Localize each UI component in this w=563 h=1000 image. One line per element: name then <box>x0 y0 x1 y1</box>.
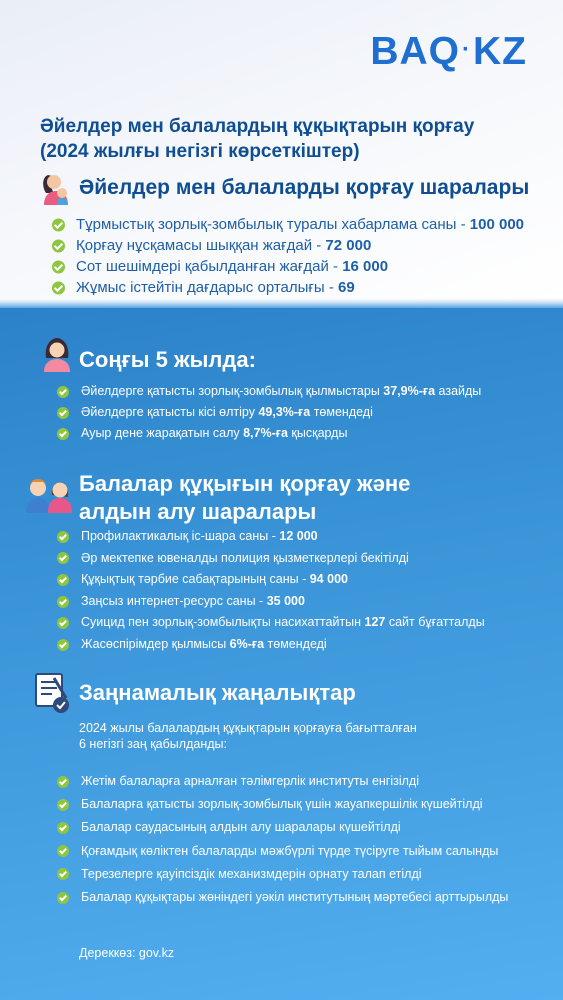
list-item-text: Балалар саудасының алдын алу шаралары күшейтілді <box>81 820 401 835</box>
list-item-value: 49,3%-ға <box>258 405 311 419</box>
list-item <box>57 548 485 570</box>
list-item <box>57 402 481 423</box>
section4-list <box>57 770 508 909</box>
list-item-text: Балаларға қатысты зорлық-зомбылық үшін жауапкершілік күшейтілді <box>81 797 483 812</box>
list-item-text: Ауыр дене жарақатын салу <box>81 426 244 440</box>
check-icon <box>57 799 69 811</box>
check-icon <box>57 596 69 608</box>
list-item-value: 16 000 <box>342 258 389 275</box>
page-title-line1: Әйелдер мен балалардың құқықтарын қорғау <box>40 116 475 137</box>
list-item-tail: азайды <box>435 384 482 398</box>
check-icon <box>57 639 69 651</box>
section4-title: Заңнамалық жаңалықтар <box>79 680 356 705</box>
list-item-text: Тұрмыстық зорлық-зомбылық туралы хабарлама саны - <box>76 216 470 233</box>
list-item-tail: төмендеді <box>310 405 373 419</box>
list-item <box>57 381 481 402</box>
check-icon <box>57 552 69 564</box>
list-item <box>57 886 508 909</box>
list-item <box>52 214 524 235</box>
list-item <box>57 770 508 793</box>
list-item <box>52 256 524 277</box>
list-item-text: Қоғамдық көліктен балаларды мәжбүрлі түрде түсіруге тыйым салынды <box>81 843 499 858</box>
check-icon <box>57 868 69 880</box>
list-item <box>57 793 508 816</box>
divider <box>0 298 563 308</box>
section3-list <box>57 526 485 656</box>
list-item-text: Балалар құқықтары жөніндегі уәкіл институтының мәртебесі арттырылды <box>81 889 509 904</box>
check-icon <box>57 407 69 419</box>
section4-intro <box>79 720 499 752</box>
check-icon <box>57 776 69 788</box>
check-icon <box>52 239 65 252</box>
check-icon <box>57 845 69 857</box>
section2-list <box>57 381 481 444</box>
list-item-text: Әр мектепке ювеналды полиция қызметкерлері бекітілді <box>81 550 409 565</box>
list-item <box>52 277 524 298</box>
list-item <box>57 816 508 839</box>
section4-intro-line2: 6 негізгі заң қабылданды: <box>79 737 227 751</box>
list-item <box>57 612 485 634</box>
list-item <box>57 591 485 613</box>
check-icon <box>57 617 69 629</box>
list-item-value: 127 <box>364 615 386 630</box>
check-icon <box>57 892 69 904</box>
list-item-text: Суицид пен зорлық-зомбылықты насихаттайтын <box>81 615 365 630</box>
list-item-text: Жұмыс істейтін дағдарыс орталығы - <box>76 279 338 296</box>
list-item-value: 35 000 <box>266 593 305 608</box>
list-item-value: 12 000 <box>279 529 318 543</box>
list-item-value: 94 000 <box>309 572 348 587</box>
section1-list <box>52 214 524 298</box>
check-icon <box>57 822 69 834</box>
section1-title: Әйелдер мен балаларды қорғау шаралары <box>79 176 530 199</box>
list-item-tail: сайт бұғатталды <box>385 615 485 630</box>
list-item <box>52 235 524 256</box>
source-note: Дереккөз: gov.kz <box>79 946 175 960</box>
check-icon <box>57 428 69 440</box>
logo: BAQ·KZ <box>370 30 527 73</box>
list-item-value: 6%-ға <box>229 636 265 651</box>
page-title <box>40 114 540 164</box>
list-item <box>57 423 481 444</box>
list-item-text: Профилактикалық іс-шара саны - <box>81 529 280 543</box>
list-item <box>57 840 508 863</box>
list-item-text: Жетім балаларға арналған тәлімгерлік институты енгізілді <box>81 774 420 788</box>
list-item-text: Әйелдерге қатысты зорлық-зомбылық қылмыстары <box>81 384 384 398</box>
list-item-text: Заңсыз интернет-ресурс саны - <box>81 593 267 608</box>
list-item-text: Жасөспірімдер қылмысы <box>81 636 230 651</box>
list-item-tail: төмендеді <box>264 636 327 651</box>
list-item-text: Қорғау нұсқамасы шыққан жағдай - <box>76 237 326 254</box>
section2-title: Соңғы 5 жылда: <box>79 347 256 372</box>
page-title-line2: (2024 жылғы негізгі көрсеткіштер) <box>40 141 360 162</box>
list-item-text: Терезелерге қауіпсіздік механизмдерін орнату талап етілді <box>81 866 422 881</box>
list-item <box>57 526 485 548</box>
list-item-value: 8,7%-ға <box>243 426 288 440</box>
list-item <box>57 569 485 591</box>
children-icon <box>23 473 73 513</box>
list-item-value: 37,9%-ға <box>383 384 436 398</box>
list-item-value: 100 000 <box>469 216 525 233</box>
section3-title <box>79 470 410 526</box>
check-icon <box>57 386 69 398</box>
list-item <box>57 863 508 886</box>
section3-title-line1: Балалар құқығын қорғау және <box>79 471 411 496</box>
list-item-tail: қысқарды <box>287 426 348 440</box>
list-item <box>57 634 485 656</box>
section3-title-line2: алдын алу шаралары <box>79 499 317 524</box>
check-icon <box>57 574 69 586</box>
list-item-text: Әйелдерге қатысты кісі өлтіру <box>81 405 259 419</box>
check-icon <box>57 531 69 543</box>
woman-icon <box>42 336 72 372</box>
check-icon <box>52 281 65 294</box>
section4-intro-line1: 2024 жылы балалардың құқықтарын қорғауға бағытталған <box>79 721 417 735</box>
list-item-value: 69 <box>338 279 355 296</box>
mother-child-icon <box>40 171 72 207</box>
document-check-icon <box>32 672 72 714</box>
check-icon <box>52 218 65 231</box>
list-item-text: Құқықтық тәрбие сабақтарының саны - <box>81 572 310 587</box>
list-item-value: 72 000 <box>325 237 372 254</box>
check-icon <box>52 260 65 273</box>
list-item-text: Сот шешімдері қабылданған жағдай - <box>76 258 343 275</box>
